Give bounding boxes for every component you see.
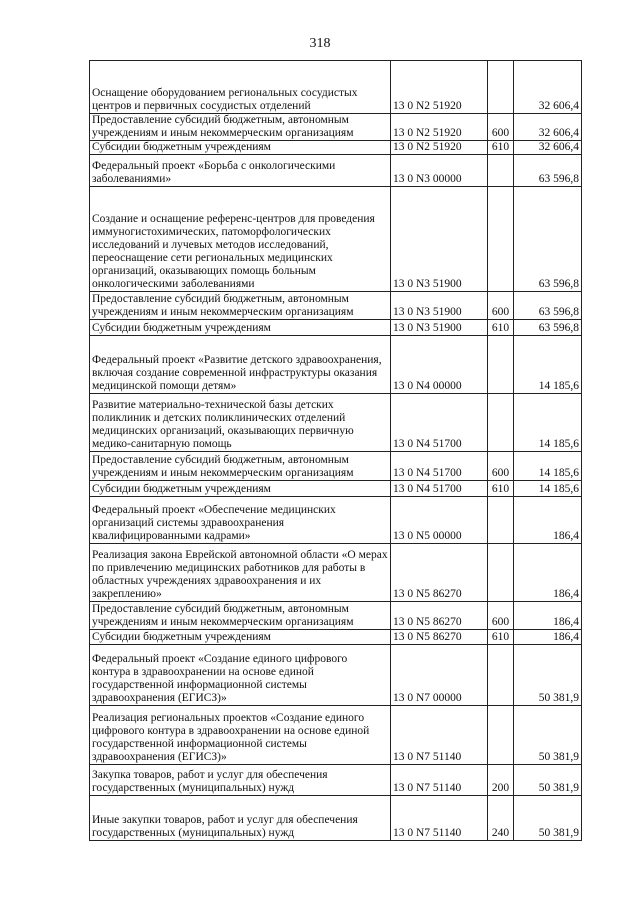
name-cell: Субсидии бюджетным учреждениям	[90, 320, 391, 336]
name-cell: Субсидии бюджетным учреждениям	[90, 141, 391, 155]
amount-cell: 186,4	[514, 602, 582, 630]
table-row	[90, 796, 582, 841]
expense-type-cell	[488, 61, 514, 114]
amount-cell: 63 596,8	[514, 292, 582, 320]
name-cell: Федеральный проект «Борьба с онкологическими заболеваниями»	[90, 155, 391, 187]
table-row	[90, 544, 582, 602]
name-cell: Развитие материально-технической базы детских поликлиник и детских поликлинических отделений медицинских организаций, оказывающих первичную медико-санитарную помощь	[90, 394, 391, 452]
expense-type-cell: 600	[488, 292, 514, 320]
code-cell: 13 0 N5 86270	[391, 544, 488, 602]
table-row	[90, 61, 582, 114]
expense-type-cell: 610	[488, 320, 514, 336]
expense-type-cell: 600	[488, 114, 514, 141]
code-cell: 13 0 N2 51920	[391, 61, 488, 114]
table-row	[90, 645, 582, 706]
expense-type-cell	[488, 336, 514, 394]
amount-cell: 14 185,6	[514, 481, 582, 497]
name-cell: Предоставление субсидий бюджетным, автономным учреждениям и иным некоммерческим организациям	[90, 602, 391, 630]
expense-type-cell: 600	[488, 602, 514, 630]
code-cell: 13 0 N3 51900	[391, 292, 488, 320]
amount-cell: 14 185,6	[514, 336, 582, 394]
amount-cell: 50 381,9	[514, 796, 582, 841]
expense-type-cell	[488, 544, 514, 602]
expense-type-cell: 200	[488, 765, 514, 796]
expense-type-cell: 600	[488, 452, 514, 481]
code-cell: 13 0 N2 51920	[391, 114, 488, 141]
code-cell: 13 0 N5 00000	[391, 497, 488, 544]
name-cell: Иные закупки товаров, работ и услуг для обеспечения государственных (муниципальных) нужд	[90, 796, 391, 841]
code-cell: 13 0 N4 51700	[391, 452, 488, 481]
code-cell: 13 0 N3 51900	[391, 187, 488, 292]
code-cell: 13 0 N3 00000	[391, 155, 488, 187]
name-cell: Реализация закона Еврейской автономной области «О мерах по привлечению медицинских работников для работы в областных учреждениях здравоохранения и их закреплению»	[90, 544, 391, 602]
name-cell: Закупка товаров, работ и услуг для обеспечения государственных (муниципальных) нужд	[90, 765, 391, 796]
name-cell: Федеральный проект «Развитие детского здравоохранения, включая создание современной инфраструктуры оказания медицинской помощи детям»	[90, 336, 391, 394]
amount-cell: 186,4	[514, 544, 582, 602]
page-number: 318	[309, 36, 331, 51]
code-cell: 13 0 N4 51700	[391, 394, 488, 452]
code-cell: 13 0 N7 51140	[391, 796, 488, 841]
expense-type-cell	[488, 497, 514, 544]
amount-cell: 50 381,9	[514, 765, 582, 796]
table-row	[90, 141, 582, 155]
name-cell: Субсидии бюджетным учреждениям	[90, 630, 391, 645]
expense-type-cell	[488, 187, 514, 292]
amount-cell: 63 596,8	[514, 155, 582, 187]
amount-cell: 63 596,8	[514, 320, 582, 336]
code-cell: 13 0 N7 51140	[391, 706, 488, 765]
code-cell: 13 0 N3 51900	[391, 320, 488, 336]
name-cell: Реализация региональных проектов «Создание единого цифрового контура в здравоохранении на основе единой государственной информационной системы здравоохранения (ЕГИСЗ)»	[90, 706, 391, 765]
table-row	[90, 155, 582, 187]
table-row	[90, 452, 582, 481]
code-cell: 13 0 N5 86270	[391, 630, 488, 645]
table-row	[90, 630, 582, 645]
table-row	[90, 497, 582, 544]
amount-cell: 32 606,4	[514, 141, 582, 155]
expense-type-cell: 240	[488, 796, 514, 841]
code-cell: 13 0 N5 86270	[391, 602, 488, 630]
table-row	[90, 602, 582, 630]
amount-cell: 50 381,9	[514, 645, 582, 706]
amount-cell: 32 606,4	[514, 114, 582, 141]
code-cell: 13 0 N4 00000	[391, 336, 488, 394]
amount-cell: 14 185,6	[514, 452, 582, 481]
table-row	[90, 706, 582, 765]
name-cell: Предоставление субсидий бюджетным, автономным учреждениям и иным некоммерческим организациям	[90, 114, 391, 141]
expense-type-cell: 610	[488, 481, 514, 497]
amount-cell: 32 606,4	[514, 61, 582, 114]
expense-type-cell: 610	[488, 141, 514, 155]
code-cell: 13 0 N7 00000	[391, 645, 488, 706]
name-cell: Федеральный проект «Создание единого цифрового контура в здравоохранении на основе единой государственной информационной системы здравоохранения (ЕГИСЗ)»	[90, 645, 391, 706]
table-row	[90, 394, 582, 452]
code-cell: 13 0 N7 51140	[391, 765, 488, 796]
expense-type-cell	[488, 155, 514, 187]
budget-table	[89, 60, 582, 841]
table-row	[90, 292, 582, 320]
table-row	[90, 765, 582, 796]
name-cell: Субсидии бюджетным учреждениям	[90, 481, 391, 497]
expense-type-cell	[488, 706, 514, 765]
name-cell: Федеральный проект «Обеспечение медицинских организаций системы здравоохранения квалифицированными кадрами»	[90, 497, 391, 544]
amount-cell: 50 381,9	[514, 706, 582, 765]
table-row	[90, 336, 582, 394]
table-row	[90, 481, 582, 497]
expense-type-cell: 610	[488, 630, 514, 645]
name-cell: Предоставление субсидий бюджетным, автономным учреждениям и иным некоммерческим организациям	[90, 452, 391, 481]
table-row	[90, 187, 582, 292]
amount-cell: 14 185,6	[514, 394, 582, 452]
amount-cell: 63 596,8	[514, 187, 582, 292]
name-cell: Создание и оснащение референс-центров для проведения иммуногистохимических, патоморфологических исследований и лучевых методов исследований, переоснащение сети региональных медицинских организаций, оказывающих помощь больным онкологическими заболеваниями	[90, 187, 391, 292]
code-cell: 13 0 N4 51700	[391, 481, 488, 497]
table-row	[90, 320, 582, 336]
amount-cell: 186,4	[514, 630, 582, 645]
name-cell: Оснащение оборудованием региональных сосудистых центров и первичных сосудистых отделений	[90, 61, 391, 114]
table-row	[90, 114, 582, 141]
expense-type-cell	[488, 645, 514, 706]
amount-cell: 186,4	[514, 497, 582, 544]
expense-type-cell	[488, 394, 514, 452]
code-cell: 13 0 N2 51920	[391, 141, 488, 155]
name-cell: Предоставление субсидий бюджетным, автономным учреждениям и иным некоммерческим организациям	[90, 292, 391, 320]
